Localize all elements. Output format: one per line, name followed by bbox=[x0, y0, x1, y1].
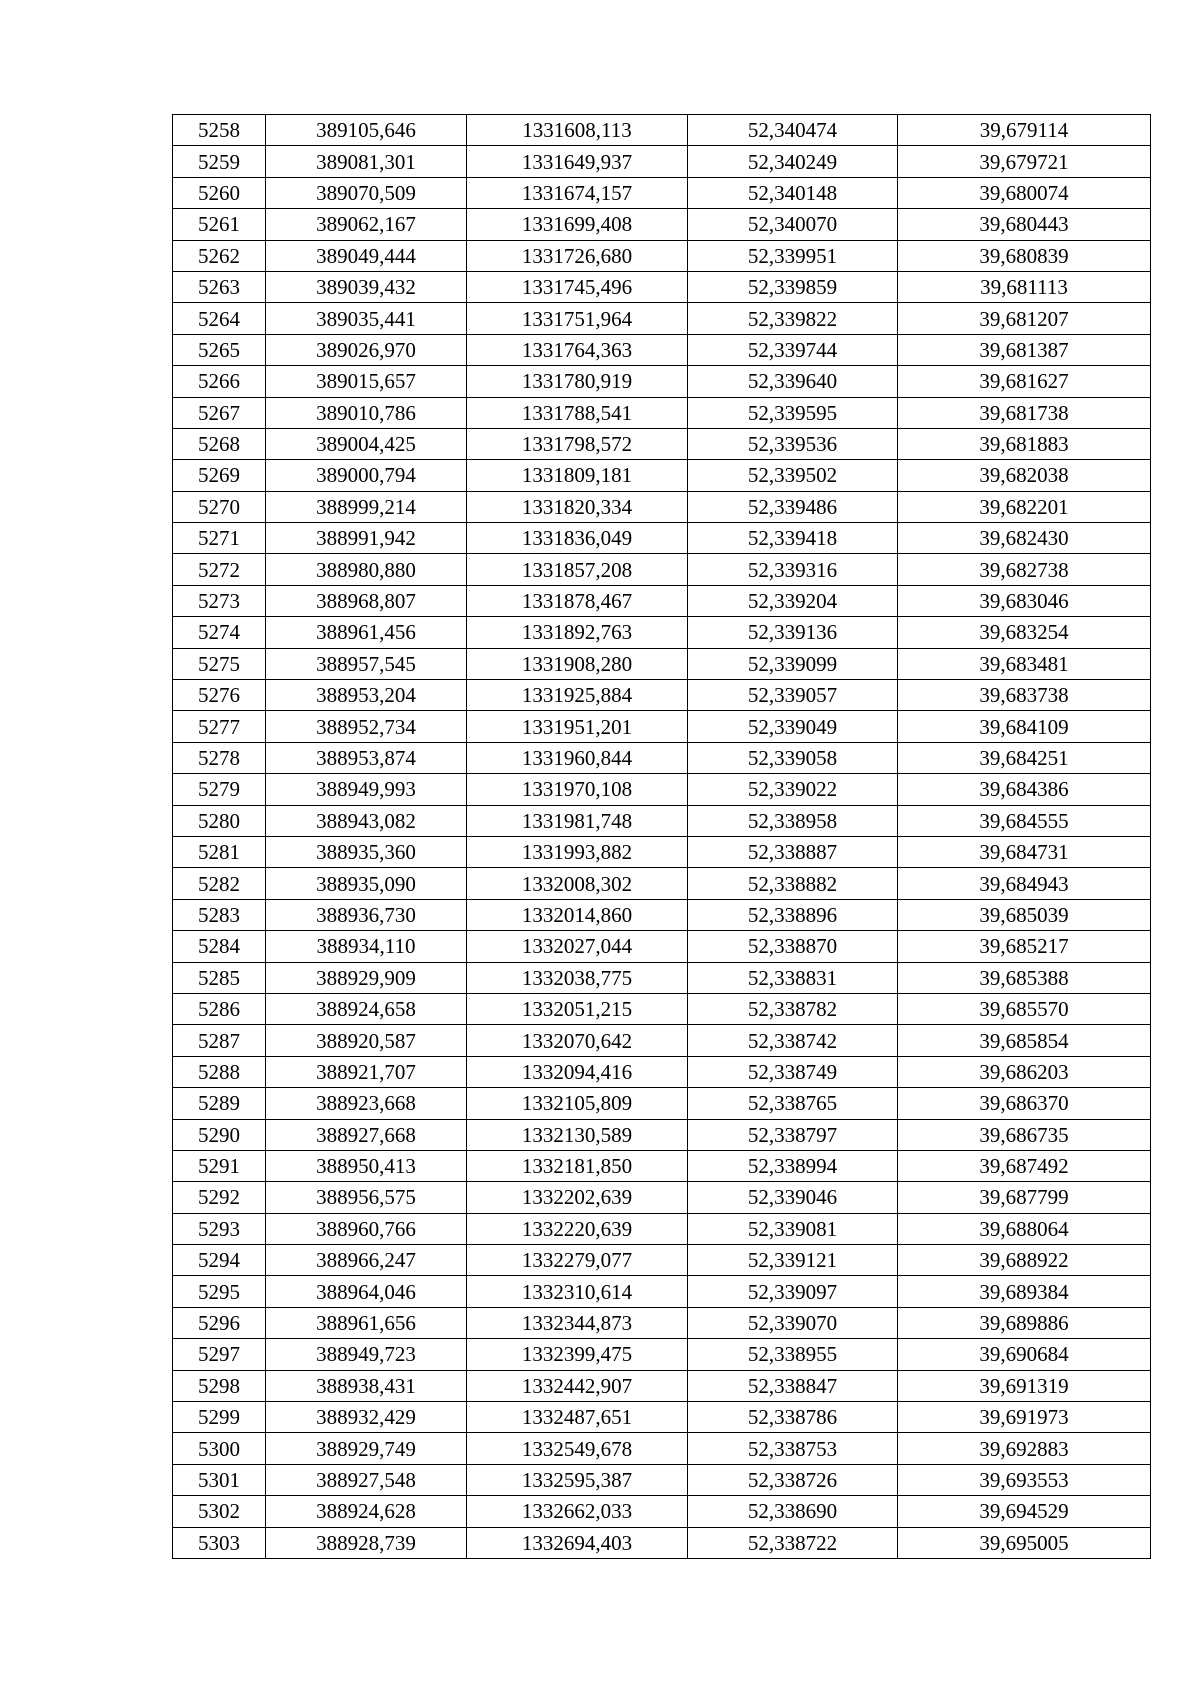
latitude-cell: 52,339744 bbox=[688, 334, 898, 365]
x-coordinate-cell: 389062,167 bbox=[266, 209, 467, 240]
x-coordinate-cell: 388964,046 bbox=[266, 1276, 467, 1307]
y-coordinate-cell: 1331908,280 bbox=[467, 648, 688, 679]
y-coordinate-cell: 1332344,873 bbox=[467, 1307, 688, 1338]
x-coordinate-cell: 388923,668 bbox=[266, 1088, 467, 1119]
longitude-cell: 39,683738 bbox=[898, 680, 1151, 711]
x-coordinate-cell: 389039,432 bbox=[266, 271, 467, 302]
longitude-cell: 39,679721 bbox=[898, 146, 1151, 177]
y-coordinate-cell: 1332070,642 bbox=[467, 1025, 688, 1056]
longitude-cell: 39,685388 bbox=[898, 962, 1151, 993]
x-coordinate-cell: 388935,360 bbox=[266, 836, 467, 867]
point-number-cell: 5293 bbox=[173, 1213, 266, 1244]
latitude-cell: 52,339595 bbox=[688, 397, 898, 428]
table-row bbox=[173, 1276, 1151, 1307]
point-number-cell: 5261 bbox=[173, 209, 266, 240]
point-number-cell: 5277 bbox=[173, 711, 266, 742]
x-coordinate-cell: 389081,301 bbox=[266, 146, 467, 177]
x-coordinate-cell: 388921,707 bbox=[266, 1056, 467, 1087]
x-coordinate-cell: 388943,082 bbox=[266, 805, 467, 836]
longitude-cell: 39,683046 bbox=[898, 585, 1151, 616]
point-number-cell: 5295 bbox=[173, 1276, 266, 1307]
longitude-cell: 39,685039 bbox=[898, 899, 1151, 930]
point-number-cell: 5291 bbox=[173, 1150, 266, 1181]
latitude-cell: 52,339099 bbox=[688, 648, 898, 679]
longitude-cell: 39,687799 bbox=[898, 1182, 1151, 1213]
y-coordinate-cell: 1331857,208 bbox=[467, 554, 688, 585]
longitude-cell: 39,681207 bbox=[898, 303, 1151, 334]
y-coordinate-cell: 1331993,882 bbox=[467, 836, 688, 867]
point-number-cell: 5281 bbox=[173, 836, 266, 867]
x-coordinate-cell: 388924,658 bbox=[266, 993, 467, 1024]
table-row bbox=[173, 1213, 1151, 1244]
y-coordinate-cell: 1332105,809 bbox=[467, 1088, 688, 1119]
coordinates-table-body bbox=[173, 115, 1151, 1559]
table-row bbox=[173, 1182, 1151, 1213]
y-coordinate-cell: 1331892,763 bbox=[467, 617, 688, 648]
y-coordinate-cell: 1332442,907 bbox=[467, 1370, 688, 1401]
longitude-cell: 39,688922 bbox=[898, 1245, 1151, 1276]
x-coordinate-cell: 389070,509 bbox=[266, 177, 467, 208]
table-row bbox=[173, 1339, 1151, 1370]
table-row bbox=[173, 1402, 1151, 1433]
y-coordinate-cell: 1331674,157 bbox=[467, 177, 688, 208]
table-row bbox=[173, 680, 1151, 711]
y-coordinate-cell: 1332202,639 bbox=[467, 1182, 688, 1213]
x-coordinate-cell: 388938,431 bbox=[266, 1370, 467, 1401]
longitude-cell: 39,681387 bbox=[898, 334, 1151, 365]
x-coordinate-cell: 388952,734 bbox=[266, 711, 467, 742]
point-number-cell: 5262 bbox=[173, 240, 266, 271]
point-number-cell: 5299 bbox=[173, 1402, 266, 1433]
table-row bbox=[173, 1119, 1151, 1150]
y-coordinate-cell: 1332694,403 bbox=[467, 1527, 688, 1558]
point-number-cell: 5298 bbox=[173, 1370, 266, 1401]
y-coordinate-cell: 1331726,680 bbox=[467, 240, 688, 271]
x-coordinate-cell: 388956,575 bbox=[266, 1182, 467, 1213]
point-number-cell: 5275 bbox=[173, 648, 266, 679]
latitude-cell: 52,339640 bbox=[688, 366, 898, 397]
table-row bbox=[173, 774, 1151, 805]
longitude-cell: 39,681627 bbox=[898, 366, 1151, 397]
y-coordinate-cell: 1332487,651 bbox=[467, 1402, 688, 1433]
x-coordinate-cell: 389049,444 bbox=[266, 240, 467, 271]
point-number-cell: 5296 bbox=[173, 1307, 266, 1338]
point-number-cell: 5297 bbox=[173, 1339, 266, 1370]
y-coordinate-cell: 1332027,044 bbox=[467, 931, 688, 962]
longitude-cell: 39,692883 bbox=[898, 1433, 1151, 1464]
table-row bbox=[173, 899, 1151, 930]
table-row bbox=[173, 1088, 1151, 1119]
x-coordinate-cell: 388980,880 bbox=[266, 554, 467, 585]
latitude-cell: 52,338690 bbox=[688, 1496, 898, 1527]
longitude-cell: 39,684386 bbox=[898, 774, 1151, 805]
latitude-cell: 52,339097 bbox=[688, 1276, 898, 1307]
latitude-cell: 52,338722 bbox=[688, 1527, 898, 1558]
longitude-cell: 39,686735 bbox=[898, 1119, 1151, 1150]
latitude-cell: 52,339859 bbox=[688, 271, 898, 302]
latitude-cell: 52,339046 bbox=[688, 1182, 898, 1213]
x-coordinate-cell: 388929,749 bbox=[266, 1433, 467, 1464]
latitude-cell: 52,338887 bbox=[688, 836, 898, 867]
latitude-cell: 52,338955 bbox=[688, 1339, 898, 1370]
x-coordinate-cell: 388961,656 bbox=[266, 1307, 467, 1338]
latitude-cell: 52,339316 bbox=[688, 554, 898, 585]
point-number-cell: 5274 bbox=[173, 617, 266, 648]
longitude-cell: 39,684943 bbox=[898, 868, 1151, 899]
coordinates-table bbox=[172, 114, 1151, 1559]
table-row bbox=[173, 617, 1151, 648]
table-row bbox=[173, 146, 1151, 177]
table-row bbox=[173, 428, 1151, 459]
latitude-cell: 52,339022 bbox=[688, 774, 898, 805]
longitude-cell: 39,684731 bbox=[898, 836, 1151, 867]
table-row bbox=[173, 209, 1151, 240]
y-coordinate-cell: 1331820,334 bbox=[467, 491, 688, 522]
table-row bbox=[173, 805, 1151, 836]
x-coordinate-cell: 389015,657 bbox=[266, 366, 467, 397]
table-row bbox=[173, 554, 1151, 585]
point-number-cell: 5292 bbox=[173, 1182, 266, 1213]
table-row bbox=[173, 460, 1151, 491]
y-coordinate-cell: 1331809,181 bbox=[467, 460, 688, 491]
y-coordinate-cell: 1331960,844 bbox=[467, 742, 688, 773]
point-number-cell: 5288 bbox=[173, 1056, 266, 1087]
x-coordinate-cell: 388928,739 bbox=[266, 1527, 467, 1558]
y-coordinate-cell: 1332662,033 bbox=[467, 1496, 688, 1527]
latitude-cell: 52,339204 bbox=[688, 585, 898, 616]
longitude-cell: 39,694529 bbox=[898, 1496, 1151, 1527]
x-coordinate-cell: 388927,548 bbox=[266, 1464, 467, 1495]
longitude-cell: 39,682738 bbox=[898, 554, 1151, 585]
longitude-cell: 39,693553 bbox=[898, 1464, 1151, 1495]
latitude-cell: 52,338753 bbox=[688, 1433, 898, 1464]
longitude-cell: 39,681738 bbox=[898, 397, 1151, 428]
table-row bbox=[173, 868, 1151, 899]
point-number-cell: 5259 bbox=[173, 146, 266, 177]
x-coordinate-cell: 388960,766 bbox=[266, 1213, 467, 1244]
y-coordinate-cell: 1331798,572 bbox=[467, 428, 688, 459]
table-row bbox=[173, 240, 1151, 271]
latitude-cell: 52,338786 bbox=[688, 1402, 898, 1433]
table-row bbox=[173, 711, 1151, 742]
y-coordinate-cell: 1332595,387 bbox=[467, 1464, 688, 1495]
latitude-cell: 52,340474 bbox=[688, 115, 898, 146]
point-number-cell: 5265 bbox=[173, 334, 266, 365]
x-coordinate-cell: 388932,429 bbox=[266, 1402, 467, 1433]
table-row bbox=[173, 742, 1151, 773]
latitude-cell: 52,339536 bbox=[688, 428, 898, 459]
point-number-cell: 5270 bbox=[173, 491, 266, 522]
x-coordinate-cell: 388999,214 bbox=[266, 491, 467, 522]
table-row bbox=[173, 1150, 1151, 1181]
point-number-cell: 5290 bbox=[173, 1119, 266, 1150]
latitude-cell: 52,338882 bbox=[688, 868, 898, 899]
x-coordinate-cell: 388934,110 bbox=[266, 931, 467, 962]
longitude-cell: 39,689384 bbox=[898, 1276, 1151, 1307]
longitude-cell: 39,680443 bbox=[898, 209, 1151, 240]
latitude-cell: 52,339049 bbox=[688, 711, 898, 742]
latitude-cell: 52,338870 bbox=[688, 931, 898, 962]
table-row bbox=[173, 993, 1151, 1024]
point-number-cell: 5302 bbox=[173, 1496, 266, 1527]
longitude-cell: 39,682201 bbox=[898, 491, 1151, 522]
point-number-cell: 5276 bbox=[173, 680, 266, 711]
y-coordinate-cell: 1332279,077 bbox=[467, 1245, 688, 1276]
y-coordinate-cell: 1332014,860 bbox=[467, 899, 688, 930]
x-coordinate-cell: 389004,425 bbox=[266, 428, 467, 459]
table-row bbox=[173, 1307, 1151, 1338]
x-coordinate-cell: 388950,413 bbox=[266, 1150, 467, 1181]
latitude-cell: 52,338896 bbox=[688, 899, 898, 930]
point-number-cell: 5300 bbox=[173, 1433, 266, 1464]
longitude-cell: 39,695005 bbox=[898, 1527, 1151, 1558]
point-number-cell: 5266 bbox=[173, 366, 266, 397]
x-coordinate-cell: 388953,204 bbox=[266, 680, 467, 711]
y-coordinate-cell: 1331780,919 bbox=[467, 366, 688, 397]
longitude-cell: 39,681883 bbox=[898, 428, 1151, 459]
latitude-cell: 52,338749 bbox=[688, 1056, 898, 1087]
y-coordinate-cell: 1331745,496 bbox=[467, 271, 688, 302]
x-coordinate-cell: 389026,970 bbox=[266, 334, 467, 365]
longitude-cell: 39,683481 bbox=[898, 648, 1151, 679]
table-row bbox=[173, 491, 1151, 522]
x-coordinate-cell: 388966,247 bbox=[266, 1245, 467, 1276]
table-row bbox=[173, 836, 1151, 867]
y-coordinate-cell: 1331970,108 bbox=[467, 774, 688, 805]
y-coordinate-cell: 1331925,884 bbox=[467, 680, 688, 711]
latitude-cell: 52,339136 bbox=[688, 617, 898, 648]
longitude-cell: 39,689886 bbox=[898, 1307, 1151, 1338]
table-row bbox=[173, 523, 1151, 554]
latitude-cell: 52,340070 bbox=[688, 209, 898, 240]
table-row bbox=[173, 931, 1151, 962]
y-coordinate-cell: 1332038,775 bbox=[467, 962, 688, 993]
point-number-cell: 5287 bbox=[173, 1025, 266, 1056]
latitude-cell: 52,339070 bbox=[688, 1307, 898, 1338]
y-coordinate-cell: 1331764,363 bbox=[467, 334, 688, 365]
y-coordinate-cell: 1331649,937 bbox=[467, 146, 688, 177]
y-coordinate-cell: 1332310,614 bbox=[467, 1276, 688, 1307]
point-number-cell: 5289 bbox=[173, 1088, 266, 1119]
point-number-cell: 5273 bbox=[173, 585, 266, 616]
latitude-cell: 52,338797 bbox=[688, 1119, 898, 1150]
x-coordinate-cell: 388924,628 bbox=[266, 1496, 467, 1527]
longitude-cell: 39,679114 bbox=[898, 115, 1151, 146]
latitude-cell: 52,339486 bbox=[688, 491, 898, 522]
table-row bbox=[173, 1496, 1151, 1527]
table-row bbox=[173, 271, 1151, 302]
point-number-cell: 5272 bbox=[173, 554, 266, 585]
longitude-cell: 39,680074 bbox=[898, 177, 1151, 208]
table-row bbox=[173, 177, 1151, 208]
latitude-cell: 52,338765 bbox=[688, 1088, 898, 1119]
y-coordinate-cell: 1332220,639 bbox=[467, 1213, 688, 1244]
x-coordinate-cell: 388929,909 bbox=[266, 962, 467, 993]
y-coordinate-cell: 1331981,748 bbox=[467, 805, 688, 836]
table-row bbox=[173, 1464, 1151, 1495]
table-row bbox=[173, 397, 1151, 428]
table-row bbox=[173, 366, 1151, 397]
x-coordinate-cell: 388936,730 bbox=[266, 899, 467, 930]
point-number-cell: 5280 bbox=[173, 805, 266, 836]
y-coordinate-cell: 1331836,049 bbox=[467, 523, 688, 554]
x-coordinate-cell: 389105,646 bbox=[266, 115, 467, 146]
latitude-cell: 52,339502 bbox=[688, 460, 898, 491]
x-coordinate-cell: 388927,668 bbox=[266, 1119, 467, 1150]
longitude-cell: 39,685854 bbox=[898, 1025, 1151, 1056]
latitude-cell: 52,340249 bbox=[688, 146, 898, 177]
latitude-cell: 52,339058 bbox=[688, 742, 898, 773]
y-coordinate-cell: 1332130,589 bbox=[467, 1119, 688, 1150]
point-number-cell: 5284 bbox=[173, 931, 266, 962]
latitude-cell: 52,338742 bbox=[688, 1025, 898, 1056]
point-number-cell: 5271 bbox=[173, 523, 266, 554]
x-coordinate-cell: 389035,441 bbox=[266, 303, 467, 334]
latitude-cell: 52,339418 bbox=[688, 523, 898, 554]
table-row bbox=[173, 1245, 1151, 1276]
point-number-cell: 5258 bbox=[173, 115, 266, 146]
latitude-cell: 52,338958 bbox=[688, 805, 898, 836]
point-number-cell: 5260 bbox=[173, 177, 266, 208]
table-row bbox=[173, 115, 1151, 146]
table-row bbox=[173, 585, 1151, 616]
x-coordinate-cell: 388920,587 bbox=[266, 1025, 467, 1056]
x-coordinate-cell: 388949,993 bbox=[266, 774, 467, 805]
y-coordinate-cell: 1332399,475 bbox=[467, 1339, 688, 1370]
table-row bbox=[173, 1056, 1151, 1087]
table-row bbox=[173, 303, 1151, 334]
point-number-cell: 5294 bbox=[173, 1245, 266, 1276]
longitude-cell: 39,683254 bbox=[898, 617, 1151, 648]
y-coordinate-cell: 1332051,215 bbox=[467, 993, 688, 1024]
x-coordinate-cell: 388949,723 bbox=[266, 1339, 467, 1370]
table-row bbox=[173, 1433, 1151, 1464]
longitude-cell: 39,684555 bbox=[898, 805, 1151, 836]
latitude-cell: 52,338994 bbox=[688, 1150, 898, 1181]
x-coordinate-cell: 388957,545 bbox=[266, 648, 467, 679]
longitude-cell: 39,690684 bbox=[898, 1339, 1151, 1370]
longitude-cell: 39,684251 bbox=[898, 742, 1151, 773]
longitude-cell: 39,691973 bbox=[898, 1402, 1151, 1433]
longitude-cell: 39,684109 bbox=[898, 711, 1151, 742]
longitude-cell: 39,688064 bbox=[898, 1213, 1151, 1244]
point-number-cell: 5286 bbox=[173, 993, 266, 1024]
latitude-cell: 52,339951 bbox=[688, 240, 898, 271]
point-number-cell: 5264 bbox=[173, 303, 266, 334]
longitude-cell: 39,681113 bbox=[898, 271, 1151, 302]
x-coordinate-cell: 389010,786 bbox=[266, 397, 467, 428]
y-coordinate-cell: 1332094,416 bbox=[467, 1056, 688, 1087]
x-coordinate-cell: 388961,456 bbox=[266, 617, 467, 648]
table-row bbox=[173, 1025, 1151, 1056]
x-coordinate-cell: 388953,874 bbox=[266, 742, 467, 773]
x-coordinate-cell: 389000,794 bbox=[266, 460, 467, 491]
latitude-cell: 52,338831 bbox=[688, 962, 898, 993]
y-coordinate-cell: 1331878,467 bbox=[467, 585, 688, 616]
latitude-cell: 52,339057 bbox=[688, 680, 898, 711]
point-number-cell: 5283 bbox=[173, 899, 266, 930]
point-number-cell: 5263 bbox=[173, 271, 266, 302]
point-number-cell: 5268 bbox=[173, 428, 266, 459]
longitude-cell: 39,682430 bbox=[898, 523, 1151, 554]
table-row bbox=[173, 648, 1151, 679]
latitude-cell: 52,339081 bbox=[688, 1213, 898, 1244]
longitude-cell: 39,686203 bbox=[898, 1056, 1151, 1087]
point-number-cell: 5279 bbox=[173, 774, 266, 805]
latitude-cell: 52,339822 bbox=[688, 303, 898, 334]
y-coordinate-cell: 1332181,850 bbox=[467, 1150, 688, 1181]
latitude-cell: 52,338782 bbox=[688, 993, 898, 1024]
point-number-cell: 5303 bbox=[173, 1527, 266, 1558]
latitude-cell: 52,339121 bbox=[688, 1245, 898, 1276]
x-coordinate-cell: 388935,090 bbox=[266, 868, 467, 899]
longitude-cell: 39,685217 bbox=[898, 931, 1151, 962]
longitude-cell: 39,686370 bbox=[898, 1088, 1151, 1119]
y-coordinate-cell: 1331699,408 bbox=[467, 209, 688, 240]
y-coordinate-cell: 1332008,302 bbox=[467, 868, 688, 899]
y-coordinate-cell: 1332549,678 bbox=[467, 1433, 688, 1464]
y-coordinate-cell: 1331751,964 bbox=[467, 303, 688, 334]
latitude-cell: 52,338726 bbox=[688, 1464, 898, 1495]
x-coordinate-cell: 388991,942 bbox=[266, 523, 467, 554]
longitude-cell: 39,691319 bbox=[898, 1370, 1151, 1401]
longitude-cell: 39,685570 bbox=[898, 993, 1151, 1024]
point-number-cell: 5269 bbox=[173, 460, 266, 491]
longitude-cell: 39,680839 bbox=[898, 240, 1151, 271]
point-number-cell: 5282 bbox=[173, 868, 266, 899]
latitude-cell: 52,338847 bbox=[688, 1370, 898, 1401]
longitude-cell: 39,687492 bbox=[898, 1150, 1151, 1181]
table-row bbox=[173, 1527, 1151, 1558]
table-row bbox=[173, 962, 1151, 993]
table-row bbox=[173, 1370, 1151, 1401]
table-row bbox=[173, 334, 1151, 365]
latitude-cell: 52,340148 bbox=[688, 177, 898, 208]
y-coordinate-cell: 1331951,201 bbox=[467, 711, 688, 742]
y-coordinate-cell: 1331788,541 bbox=[467, 397, 688, 428]
point-number-cell: 5301 bbox=[173, 1464, 266, 1495]
point-number-cell: 5278 bbox=[173, 742, 266, 773]
point-number-cell: 5285 bbox=[173, 962, 266, 993]
y-coordinate-cell: 1331608,113 bbox=[467, 115, 688, 146]
x-coordinate-cell: 388968,807 bbox=[266, 585, 467, 616]
point-number-cell: 5267 bbox=[173, 397, 266, 428]
longitude-cell: 39,682038 bbox=[898, 460, 1151, 491]
